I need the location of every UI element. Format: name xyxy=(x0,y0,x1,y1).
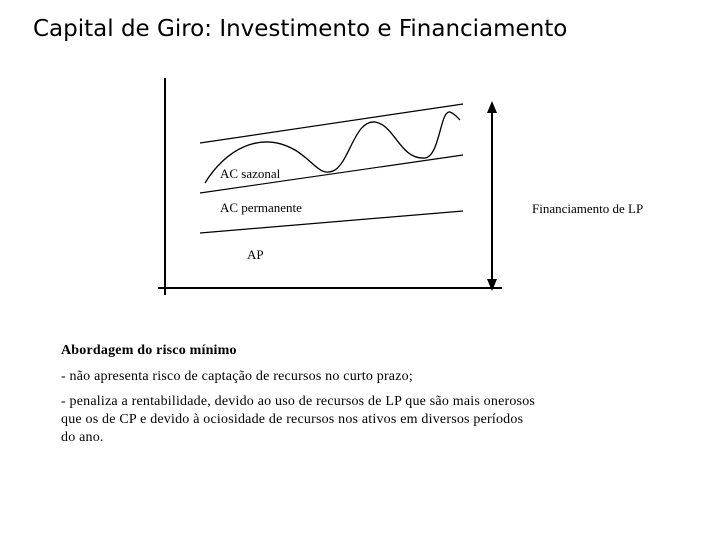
financiamento-arrow-up-head xyxy=(487,101,497,113)
bullet-item: - não apresenta risco de captação de recursos no curto prazo; xyxy=(61,369,413,384)
financiamento-arrow-down-head xyxy=(487,279,497,291)
label-ap: AP xyxy=(247,247,264,262)
label-financiamento-lp: Financiamento de LP xyxy=(532,201,644,216)
upper-boundary-line xyxy=(200,104,463,143)
slide-title: Capital de Giro: Investimento e Financiamento xyxy=(33,16,568,42)
text-heading: Abordagem do risco mínimo xyxy=(61,343,237,358)
label-ac-sazonal: AC sazonal xyxy=(220,166,281,181)
bullet-item: - penaliza a rentabilidade, devido ao uso de recursos de LP que são mais onerosos que os de CP e devido à ociosidade de recursos nos ativos em diversos períodos do ano. xyxy=(61,394,536,445)
label-ac-permanente: AC permanente xyxy=(220,200,302,215)
text-block xyxy=(61,343,541,454)
